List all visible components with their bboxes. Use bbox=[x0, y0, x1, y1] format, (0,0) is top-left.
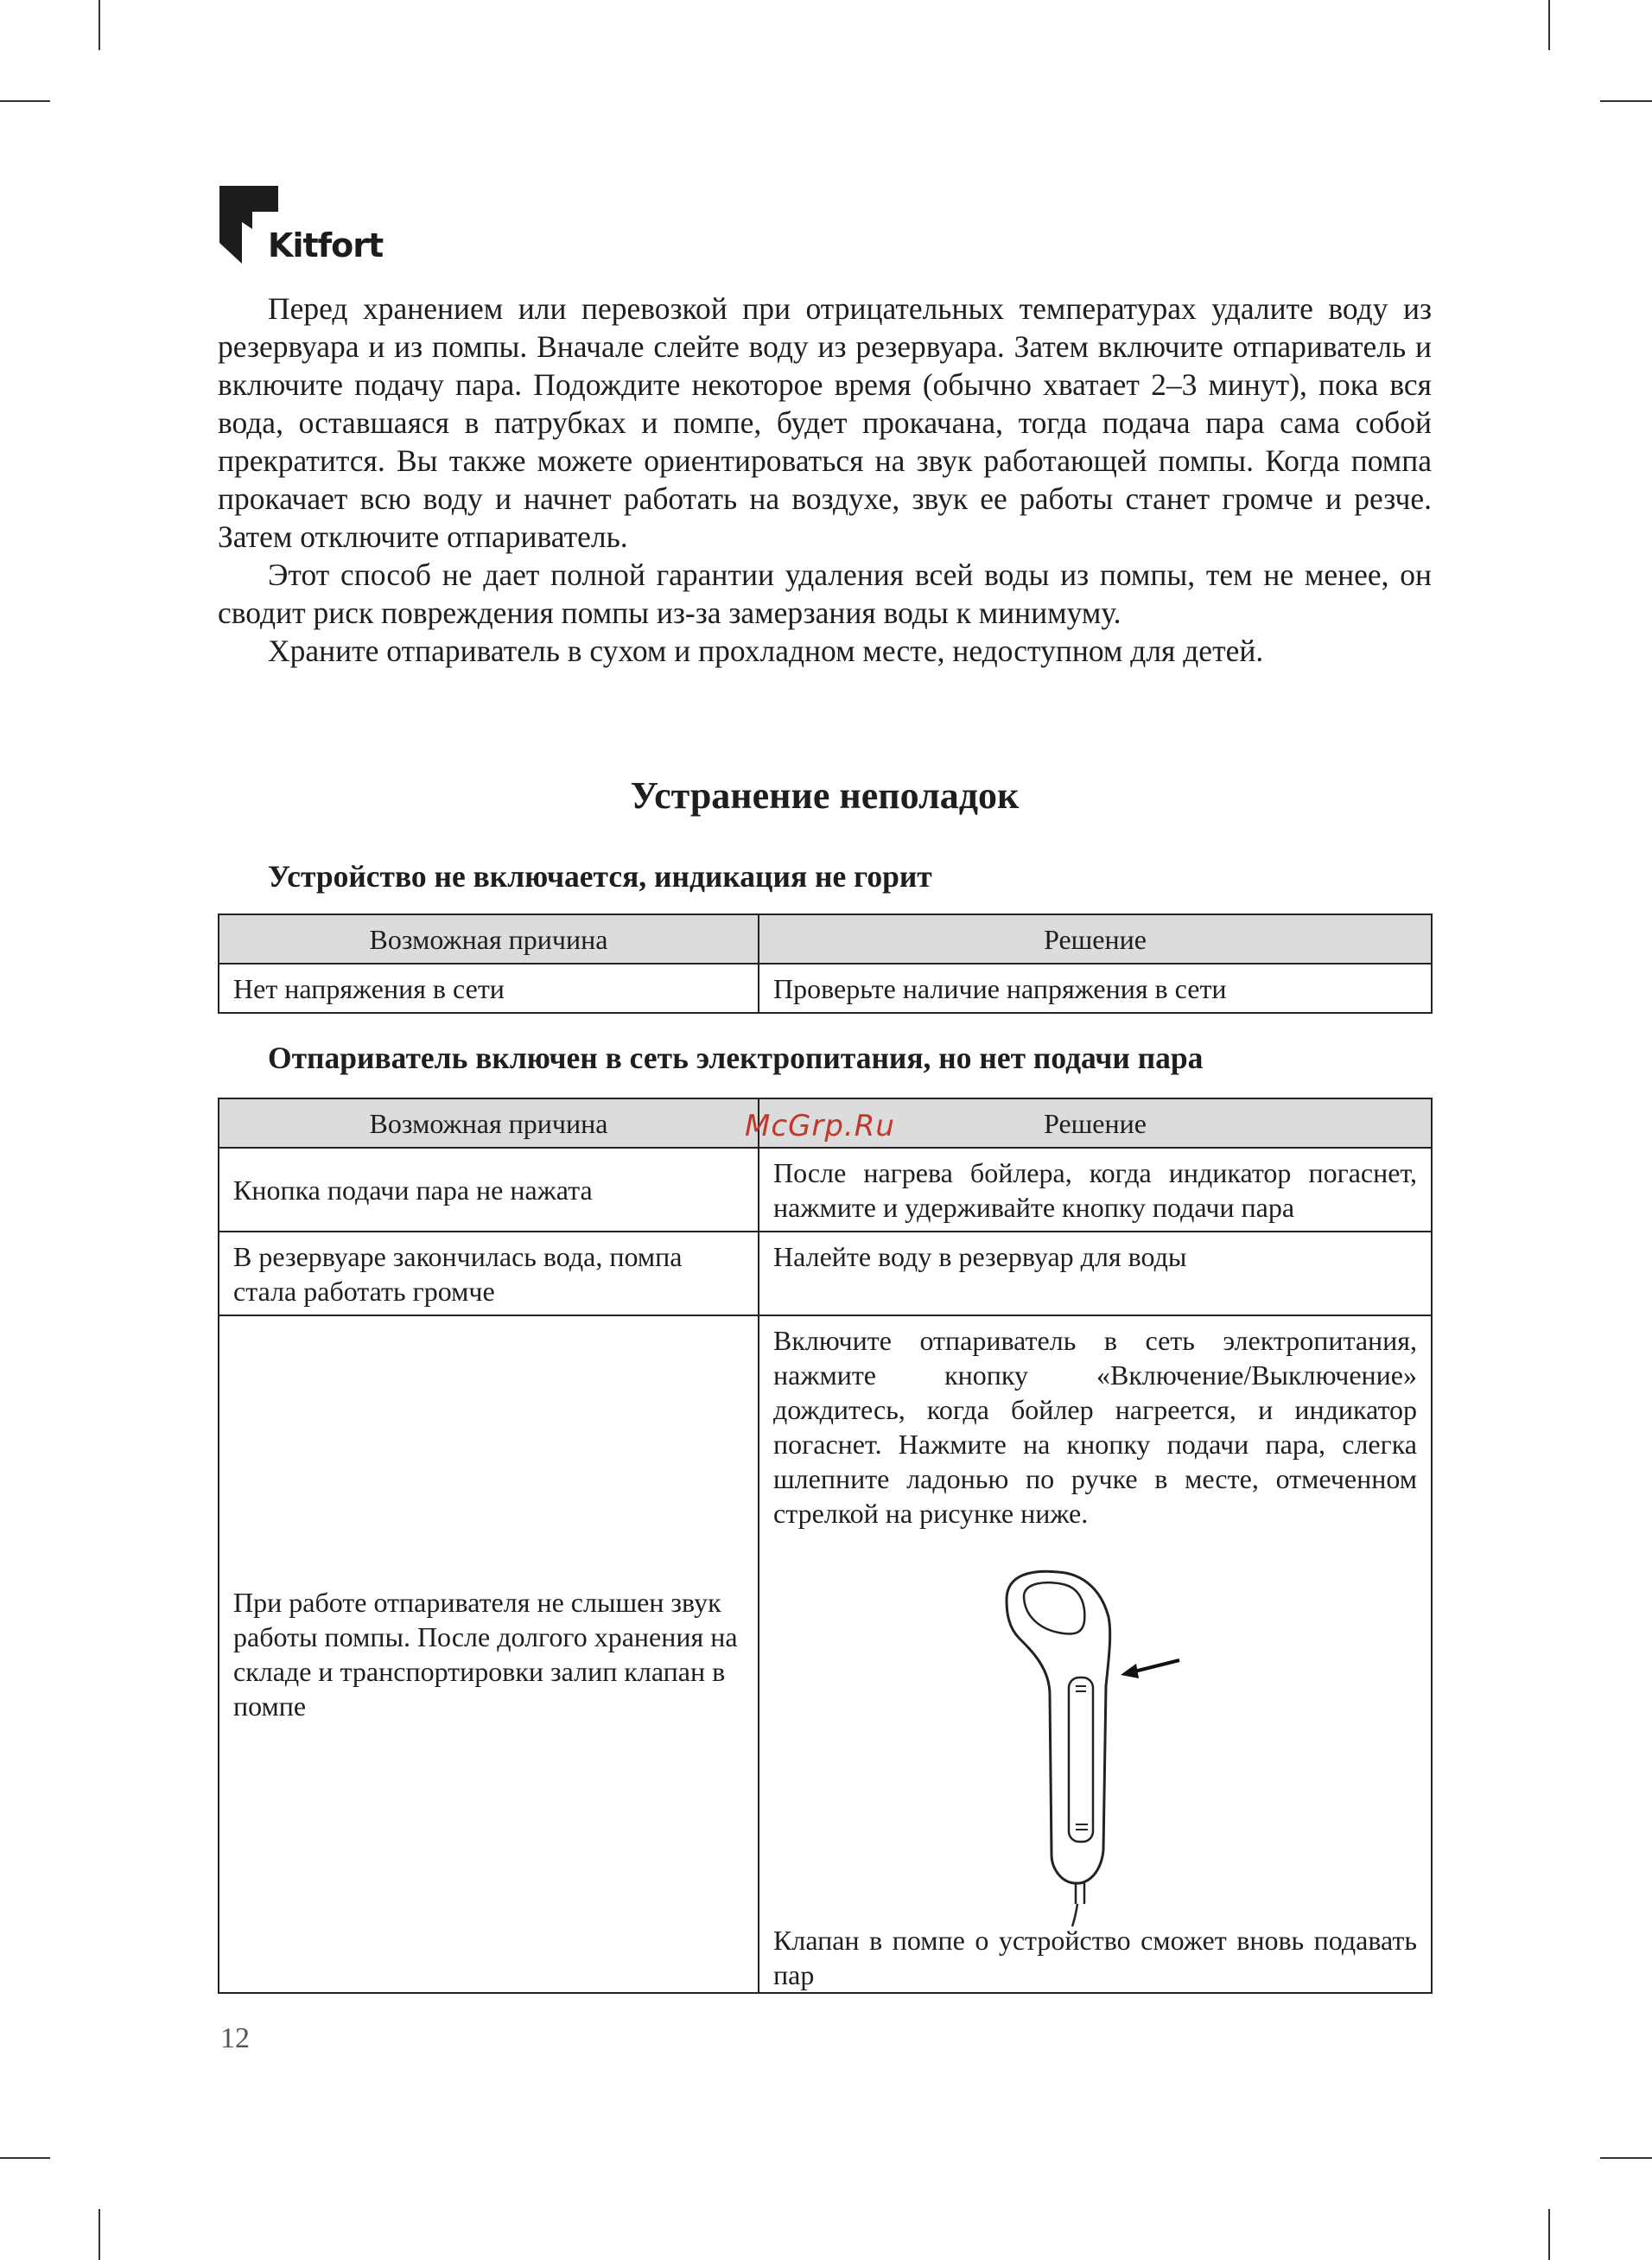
page-number: 12 bbox=[220, 2022, 250, 2054]
crop-mark bbox=[1600, 100, 1652, 102]
table-row bbox=[219, 1315, 1432, 1993]
steamer-handle-icon bbox=[998, 1565, 1188, 1928]
solution-footer-text: Клапан в помпе о устройство сможет вновь подавать пар bbox=[773, 1925, 1417, 1990]
crop-mark bbox=[98, 0, 100, 50]
crop-mark bbox=[0, 100, 50, 102]
solution-cell: Налейте воду в резервуар для воды bbox=[759, 1232, 1432, 1315]
header-solution: Решение bbox=[759, 914, 1432, 964]
brand-name: Kitfort bbox=[268, 226, 384, 264]
section-title: Устранение неполадок bbox=[630, 774, 1020, 817]
problem-1-title: Устройство не включается, индикация не горит bbox=[268, 859, 932, 894]
problem-2-table bbox=[218, 1098, 1433, 1994]
solution-cell: После нагрева бойлера, когда индикатор погаснет, нажмите и удерживайте кнопку подачи пара bbox=[759, 1148, 1432, 1232]
solution-cell bbox=[759, 1315, 1432, 1993]
cause-cell: При работе отпаривателя не слышен звук работы помпы. После долгого хранения на складе и транспортировки залип клапан в помпе bbox=[219, 1315, 759, 1993]
crop-mark bbox=[1600, 2157, 1652, 2159]
paragraph: Перед хранением или перевозкой при отрицательных температурах удалите воду из резервуара и из помпы. Вначале слейте воду из резервуара. Затем включите отпариватель и включите подачу пара. Подождите некоторое время (обычно хватает 2–3 минут), пока вся вода, оставшаяся в патрубках и помпе, будет прокачана, тогда подача пара сама собой прекратится. Вы также можете ориентироваться на звук работающей помпы. Когда помпа прокачает всю воду и начнет работать на воздухе, звук ее работы станет громче и резче. Затем отключите отпариватель. bbox=[218, 291, 1432, 554]
table-row bbox=[219, 1148, 1432, 1232]
problem-1-table bbox=[218, 914, 1433, 1014]
problem-2-title: Отпариватель включен в сеть электропитания, но нет подачи пара bbox=[268, 1041, 1204, 1075]
intro-text bbox=[218, 290, 1432, 670]
solution-text: Включите отпариватель в сеть электропитания, нажмите кнопку «Включение/Выключение» дождитесь, когда бойлер нагреется, и индикатор погаснет. Нажмите на кнопку подачи пара, слегка шлепните ладонью по ручке в месте, отмеченном стрелкой на рисунке ниже. bbox=[773, 1325, 1417, 1529]
table-row bbox=[219, 1232, 1432, 1315]
header-cause: Возможная причина bbox=[219, 1098, 759, 1148]
cause-cell: Кнопка подачи пара не нажата bbox=[219, 1148, 759, 1232]
watermark: McGrp.Ru bbox=[745, 1109, 895, 1143]
crop-mark bbox=[1548, 0, 1550, 50]
cause-cell: Нет напряжения в сети bbox=[219, 964, 759, 1013]
paragraph: Этот способ не дает полной гарантии удаления всей воды из помпы, тем не менее, он сводит риск повреждения помпы из-за замерзания воды к минимуму. bbox=[218, 557, 1432, 630]
crop-mark bbox=[0, 2157, 50, 2159]
crop-mark bbox=[98, 2209, 100, 2260]
table-row bbox=[219, 964, 1432, 1013]
cause-cell: В резервуаре закончилась вода, помпа стала работать громче bbox=[219, 1232, 759, 1315]
crop-mark bbox=[1548, 2209, 1550, 2260]
table-header-row bbox=[219, 914, 1432, 964]
header-cause: Возможная причина bbox=[219, 914, 759, 964]
header-solution: Решение bbox=[759, 1098, 1432, 1148]
paragraph: Храните отпариватель в сухом и прохладном месте, недоступном для детей. bbox=[268, 633, 1264, 668]
solution-cell: Проверьте наличие напряжения в сети bbox=[759, 964, 1432, 1013]
